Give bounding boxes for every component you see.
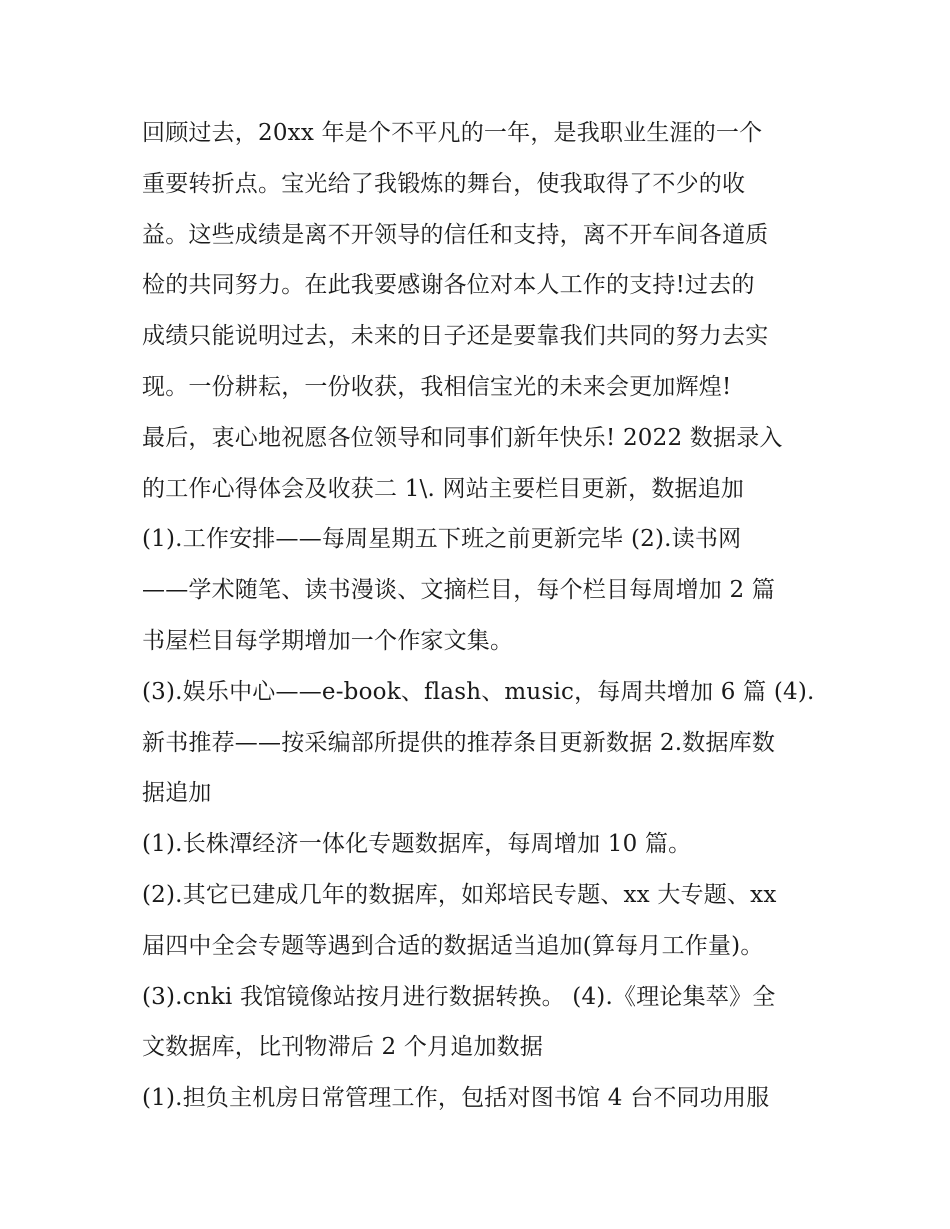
text-line: (1).担负主机房日常管理工作，包括对图书馆 4 台不同功用服 xyxy=(142,1085,770,1112)
text-line: (2).其它已建成几年的数据库，如郑培民专题、xx 大专题、xx xyxy=(142,881,777,908)
text-line: (1).工作安排——每周星期五下班之前更新完毕 (2).读书网 xyxy=(142,526,742,553)
text-line: (1).长株潭经济一体化专题数据库，每周增加 10 篇。 xyxy=(142,831,692,858)
text-line: (3).cnki 我馆镜像站按月进行数据转换。 (4).《理论集萃》全 xyxy=(142,983,776,1010)
text-line: 益。这些成绩是离不开领导的信任和支持，离不开车间各道质 xyxy=(142,221,769,248)
text-line: 的工作心得体会及收获二 1\. 网站主要栏目更新，数据追加 xyxy=(142,475,745,502)
text-line: 文数据库，比刊物滞后 2 个月追加数据 xyxy=(142,1034,544,1061)
text-line: 重要转折点。宝光给了我锻炼的舞台，使我取得了不少的收 xyxy=(142,170,746,197)
body-text xyxy=(142,108,822,1124)
text-line: 现。一份耕耘，一份收获，我相信宝光的未来会更加辉煌! xyxy=(142,373,732,400)
text-line: 书屋栏目每学期增加一个作家文集。 xyxy=(142,627,514,654)
text-line: 成绩只能说明过去，未来的日子还是要靠我们共同的努力去实 xyxy=(142,323,769,350)
text-line: 回顾过去，20xx 年是个不平凡的一年，是我职业生涯的一个 xyxy=(142,120,763,146)
text-line: (3).娱乐中心——e-book、flash、music，每周共增加 6 篇 (4). xyxy=(142,678,815,705)
text-line: 据追加 xyxy=(142,780,212,807)
text-line: 检的共同努力。在此我要感谢各位对本人工作的支持!过去的 xyxy=(142,272,755,299)
text-line: ——学术随笔、读书漫谈、文摘栏目，每个栏目每周增加 2 篇 xyxy=(142,577,776,604)
text-line: 届四中全会专题等遇到合适的数据适当追加(算每月工作量)。 xyxy=(142,932,764,959)
text-line: 新书推荐——按采编部所提供的推荐条目更新数据 2.数据库数 xyxy=(142,729,776,756)
text-line: 最后，衷心地祝愿各位领导和同事们新年快乐! 2022 数据录入 xyxy=(142,424,783,451)
